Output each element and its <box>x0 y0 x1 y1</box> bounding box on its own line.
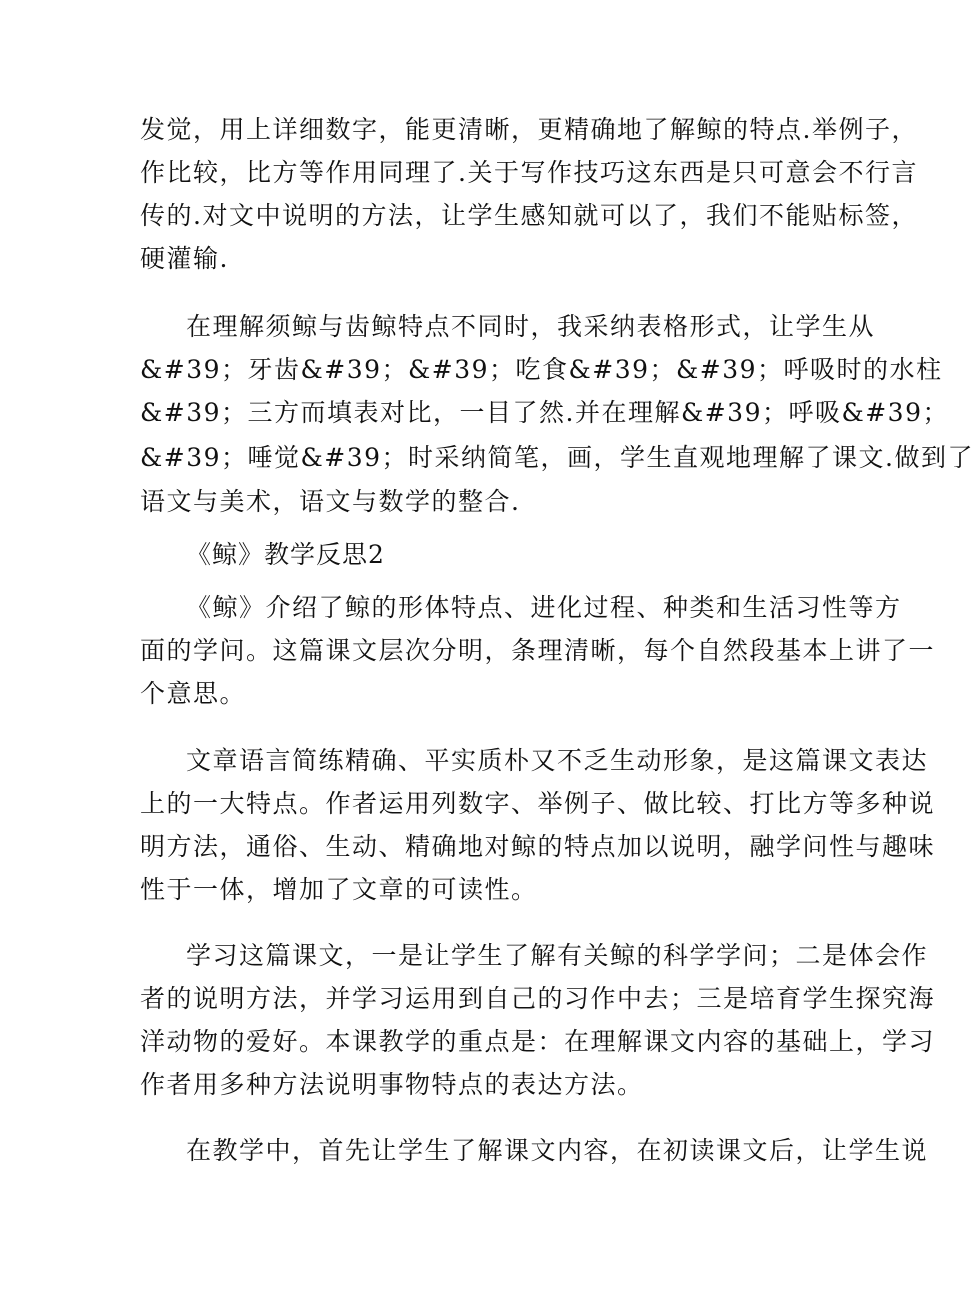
text-line: 面的学问。这篇课文层次分明，条理清晰，每个自然段基本上讲了一 <box>140 636 936 665</box>
text-line: &#39；唾觉&#39；时采纳简笔，画，学生直观地理解了课文.做到了 <box>140 443 974 472</box>
text-line: 发觉，用上详细数字，能更清晰，更精确地了解鲸的特点.举例子， <box>140 115 918 144</box>
text-line: 个意思。 <box>140 679 247 708</box>
text-line: 《鲸》介绍了鲸的形体特点、进化过程、种类和生活习性等方 <box>186 593 902 622</box>
text-line: 语文与美术，语文与数学的整合. <box>140 487 521 516</box>
text-line: 者的说明方法，并学习运用到自己的习作中去；三是培育学生探究海 <box>140 984 936 1013</box>
text-line: 传的.对文中说明的方法，让学生感知就可以了，我们不能贴标签， <box>140 201 918 230</box>
text-line: 明方法，通俗、生动、精确地对鲸的特点加以说明，融学问性与趣味 <box>140 832 936 861</box>
text-line: 学习这篇课文，一是让学生了解有关鲸的科学学问；二是体会作 <box>186 941 929 970</box>
text-line: 上的一大特点。作者运用列数字、举例子、做比较、打比方等多种说 <box>140 789 936 818</box>
text-line: 文章语言简练精确、平实质朴又不乏生动形象，是这篇课文表达 <box>186 746 929 775</box>
text-line: 在理解须鲸与齿鲸特点不同时，我采纳表格形式，让学生从 <box>186 312 876 341</box>
text-line: 洋动物的爱好。本课教学的重点是：在理解课文内容的基础上，学习 <box>140 1027 936 1056</box>
text-line: &#39；牙齿&#39；&#39；吃食&#39；&#39；呼吸时的水柱 <box>140 355 943 384</box>
text-line: 在教学中，首先让学生了解课文内容，在初读课文后，让学生说 <box>186 1136 929 1165</box>
text-line: &#39；三方而填表对比，一目了然.并在理解&#39；呼吸&#39； <box>140 398 949 427</box>
text-line: 硬灌输. <box>140 244 229 273</box>
text-line: 作者用多种方法说明事物特点的表达方法。 <box>140 1070 644 1099</box>
text-line: 作比较，比方等作用同理了.关于写作技巧这东西是只可意会不行言 <box>140 158 918 187</box>
section-heading: 《鲸》教学反思2 <box>186 540 385 569</box>
text-line: 性于一体，增加了文章的可读性。 <box>140 875 538 904</box>
